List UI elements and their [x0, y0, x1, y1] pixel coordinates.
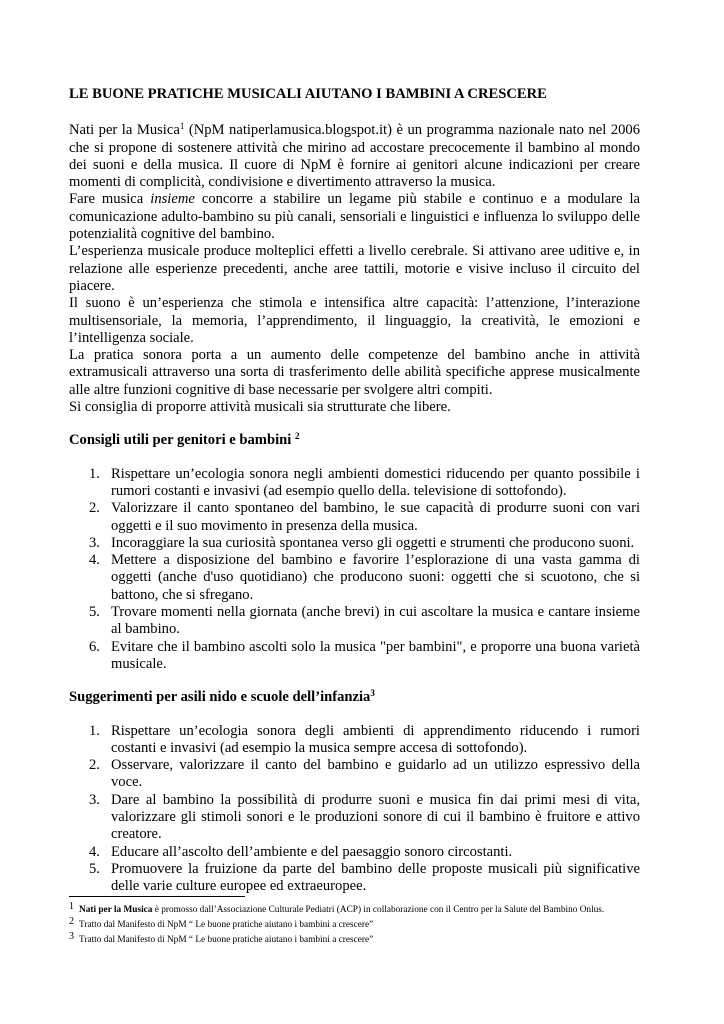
list-item-text: Osservare, valorizzare il canto del bambino e guidarlo ad un utilizzo espressivo della voce. — [111, 757, 640, 791]
list-item-number: 3. — [89, 791, 100, 808]
footnote-ref-1[interactable]: 1 — [179, 121, 185, 132]
footnote-number: 1 — [69, 901, 74, 912]
intro-paragraph-2-after: concorre a stabilire un legame più stabile e continuo e a modulare la comunicazione adulto-bambino su più canali, sensoriali e linguistici e influenza lo sviluppo delle potenzialità cognitive del bambino. — [69, 191, 640, 243]
intro-paragraph-5: La pratica sonora porta a un aumento delle competenze del bambino anche in attività extramusicali attraverso una sorta di trasferimento delle abilità specifiche apprese musicalmente alle altre funzioni cognitive di base necessarie per svolgere altri compiti. — [69, 347, 640, 398]
list-item — [69, 500, 640, 535]
footnote-1 — [69, 903, 684, 918]
list-item — [69, 792, 640, 844]
list-item — [69, 757, 640, 792]
list-item — [69, 639, 640, 674]
footnote-number: 3 — [69, 931, 74, 942]
list-item-text: Educare all’ascolto dell’ambiente e del paesaggio sonoro circostanti. — [111, 843, 513, 860]
list-item-number: 4. — [89, 843, 100, 860]
list-item-text: Promuovere la fruizione da parte del bambino delle proposte musicali più significative delle varie culture europee ed extraeuropee. — [111, 860, 640, 895]
list-item-number: 1. — [89, 465, 100, 482]
list-item — [69, 604, 640, 639]
list-item — [69, 861, 640, 896]
footnote-text: Tratto dal Manifesto di NpM “ Le buone pratiche aiutano i bambini a crescere” — [79, 920, 374, 930]
intro-paragraph-1 — [69, 122, 640, 191]
section-1-heading — [69, 432, 640, 449]
section-1-heading-text: Consigli utili per genitori e bambini — [69, 432, 295, 449]
list-item-number: 2. — [89, 500, 100, 517]
footnote-bold: Nati per la Musica — [79, 905, 153, 915]
footnote-number: 2 — [69, 916, 74, 927]
footnote-divider — [69, 896, 245, 897]
section-1-list — [69, 466, 640, 674]
footnote-3 — [69, 933, 684, 948]
footnote-2 — [69, 918, 684, 933]
list-item — [69, 844, 640, 861]
footnote-text: Tratto dal Manifesto di NpM “ Le buone pratiche aiutano i bambini a crescere” — [79, 935, 374, 945]
section-2-heading-text: Suggerimenti per asili nido e scuole dell’infanzia — [69, 689, 371, 706]
list-item-number: 2. — [89, 757, 100, 774]
list-item-text: Rispettare un’ecologia sonora negli ambienti domestici riducendo per quanto possibile i rumori costanti e invasivi (ad esempio quello della. televisione di sottofondo). — [111, 465, 640, 499]
list-item — [69, 552, 640, 604]
intro-paragraph-6: Si consiglia di proporre attività musicali sia strutturate che libere. — [69, 399, 451, 416]
list-item — [69, 535, 640, 552]
intro-paragraph-3: L’esperienza musicale produce molteplici effetti a livello cerebrale. Si attivano aree uditive e, in relazione alle esperienze precedenti, anche aree tattili, motorie e visive incluso il circuito del piacere. — [69, 243, 640, 294]
document-title: LE BUONE PRATICHE MUSICALI AIUTANO I BAMBINI A CRESCERE — [69, 86, 547, 102]
intro-paragraph-2-emphasis: insieme — [150, 191, 195, 208]
footnote-ref-3[interactable]: 3 — [370, 688, 375, 699]
intro-paragraph-2-before: Fare musica — [69, 191, 151, 208]
section-2-heading — [69, 689, 640, 706]
footnote-text: è promosso dall’Associazione Culturale Pediatri (ACP) in collaborazione con il Centro per la Salute del Bambino Onlus. — [152, 905, 605, 915]
list-item — [69, 466, 640, 501]
intro-section — [69, 122, 640, 416]
list-item-number: 6. — [89, 638, 100, 655]
section-2-list — [69, 723, 640, 896]
list-item — [69, 723, 640, 758]
list-item-number: 1. — [89, 722, 100, 739]
list-item-text: Dare al bambino la possibilità di produrre suoni e musica fin dai primi mesi di vita, valorizzare gli stimoli sonori e le produzioni sonore di cui il bambino è fruitore e attivo creatore. — [111, 791, 640, 843]
list-item-text: Trovare momenti nella giornata (anche brevi) in cui ascoltare la musica e cantare insieme al bambino. — [111, 604, 640, 638]
list-item-number: 5. — [89, 604, 100, 621]
list-item-text: Incoraggiare la sua curiosità spontanea verso gli oggetti e strumenti che producono suoni. — [111, 534, 635, 551]
list-item-text: Rispettare un’ecologia sonora degli ambienti di apprendimento riducendo i rumori costanti e invasivi (ad esempio la musica sempre accesa di sottofondo). — [111, 722, 640, 756]
intro-paragraph-1-text: (NpM natiperlamusica.blogspot.it) è un programma nazionale nato nel 2006 che si propone di sostenere attività che mirino ad accostare precocemente il bambino al mondo dei suoni e della musica. Il cuore di NpM è fornire ai genitori alcune indicazioni per creare momenti di complicità, condivisione e divertimento attraverso la musica. — [69, 122, 641, 191]
program-name: Nati per la Musica — [69, 122, 180, 139]
list-item-number: 5. — [89, 860, 100, 877]
footnote-ref-2[interactable]: 2 — [294, 431, 300, 442]
list-item-number: 4. — [89, 552, 100, 569]
intro-paragraph-2 — [69, 191, 640, 243]
list-item-text: Mettere a disposizione del bambino e favorire l’esplorazione di una vasta gamma di oggetti (anche d'uso quotidiano) che producono suoni: oggetti che si scuotono, che si battono, che si sfregano. — [111, 552, 640, 603]
list-item-number: 3. — [89, 534, 100, 551]
footnotes — [69, 903, 684, 948]
intro-paragraph-4: Il suono è un’esperienza che stimola e intensifica altre capacità: l’attenzione, l’interazione multisensoriale, la memoria, l’apprendimento, il linguaggio, la creatività, le emozioni e l’intelligenza sociale. — [69, 295, 640, 346]
list-item-text: Valorizzare il canto spontaneo del bambino, le sue capacità di produrre suoni con vari oggetti e il suo movimento in presenza della musica. — [111, 500, 640, 534]
list-item-text: Evitare che il bambino ascolti solo la musica "per bambini", e proporre una buona varietà musicale. — [111, 638, 640, 672]
